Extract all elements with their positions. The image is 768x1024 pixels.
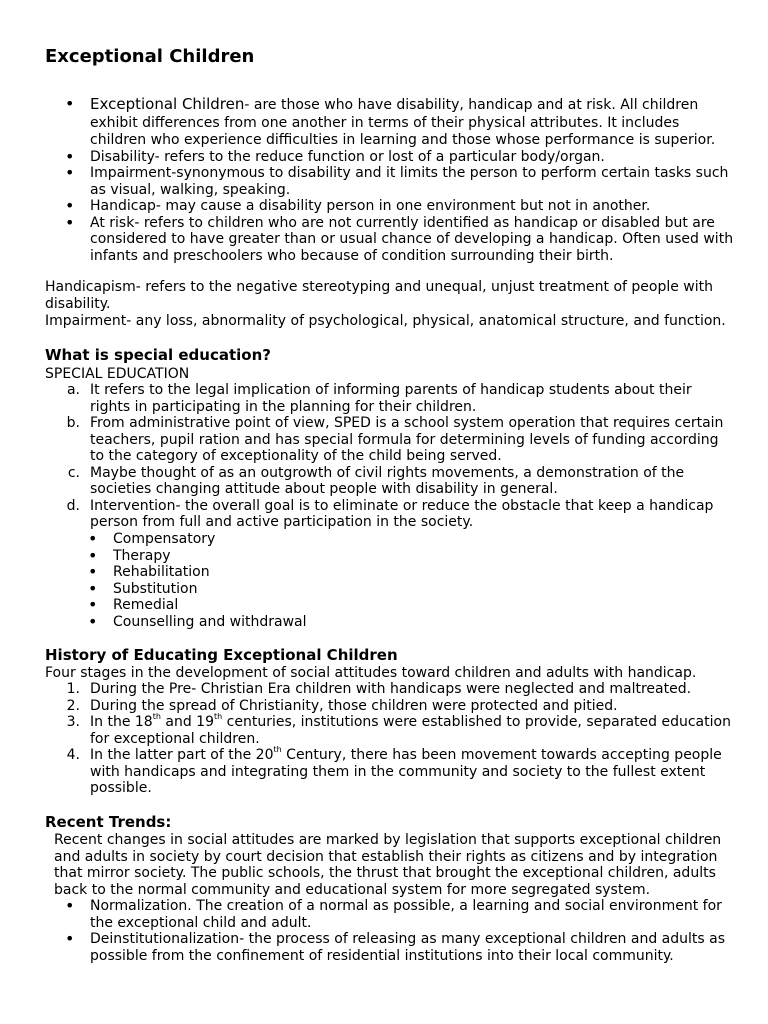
- list-item: b. From administrative point of view, SPED is a school system operation that requires certain teachers, pupil ration and has special formula for determining levels of funding according to the category of exceptionality of the child being served.: [66, 415, 724, 464]
- list-item: 3. In the 18th and 19th centuries, institutions were established to provide, separated education for exceptional children.: [66, 712, 731, 747]
- list-item: 4. In the latter part of the 20th Century, there has been movement towards accepting people with handicaps and integrating them in the community and society to the fullest extent possible.: [66, 745, 722, 796]
- list-item: c. Maybe thought of as an outgrowth of civil rights movements, a demonstration of the societies changing attitude about people with disability in general.: [67, 464, 685, 497]
- list-item: • Rehabilitation: [45, 564, 735, 581]
- recent-trends-paragraph: Recent changes in social attitudes are marked by legislation that supports exceptional children and adults in society by court decision that establish their rights as citizens and by integration that mirror society. The public schools, the thrust that brought the exceptional children, adults back to the normal community and educational system for more segregated system.: [54, 832, 722, 898]
- list-item: • Deinstitutionalization- the process of releasing as many exceptional children and adults as possible from the confinement of residential institutions into their local community.: [45, 931, 735, 964]
- intro-list: [45, 96, 735, 264]
- list-item: 1. During the Pre- Christian Era children with handicaps were neglected and maltreated.: [66, 681, 692, 697]
- handicapism-definition: Handicapism- refers to the negative stereotyping and unequal, unjust treatment of people with disability.: [45, 279, 713, 312]
- list-item: • Compensatory: [45, 531, 735, 548]
- list-item: • Exceptional Children- are those who have disability, handicap and at risk. All children exhibit differences from one another in terms of their physical attributes. It includes children who experience difficulties in learning and those whose performance is superior.: [45, 96, 735, 149]
- list-item: • Counselling and withdrawal: [45, 614, 735, 631]
- trends-list: [45, 898, 735, 964]
- history-intro: Four stages in the development of social attitudes toward children and adults with handicap.: [45, 665, 697, 681]
- intervention-list: [45, 531, 735, 630]
- history-heading: History of Educating Exceptional Children: [45, 646, 398, 664]
- recent-trends-heading: Recent Trends:: [45, 813, 172, 831]
- list-item: • Impairment-synonymous to disability and it limits the person to perform certain tasks such as visual, walking, speaking.: [45, 165, 735, 198]
- page-title: Exceptional Children: [45, 46, 255, 67]
- list-item: d. Intervention- the overall goal is to eliminate or reduce the obstacle that keep a handicap person from full and active participation in the society.: [66, 497, 714, 530]
- list-item: • Remedial: [45, 597, 735, 614]
- list-item: • Disability- refers to the reduce function or lost of a particular body/organ.: [45, 149, 735, 166]
- special-education-list: [45, 382, 735, 531]
- list-item: • Therapy: [45, 548, 735, 565]
- list-item: 2. During the spread of Christianity, those children were protected and pitied.: [66, 697, 618, 714]
- impairment-definition: Impairment- any loss, abnormality of psychological, physical, anatomical structure, and function.: [45, 313, 726, 329]
- special-education-subheading: SPECIAL EDUCATION: [45, 366, 190, 382]
- list-item: • Normalization. The creation of a normal as possible, a learning and social environment for the exceptional child and adult.: [45, 898, 735, 931]
- history-list: [45, 681, 735, 797]
- special-education-heading: What is special education?: [45, 346, 271, 364]
- list-item: • At risk- refers to children who are not currently identified as handicap or disabled but are considered to have greater than or usual chance of developing a handicap. Often used with infants and preschoolers who because of condition surrounding their birth.: [45, 215, 735, 265]
- list-item: a. It refers to the legal implication of informing parents of handicap students about their rights in participating in the planning for their children.: [66, 382, 692, 415]
- list-item: • Substitution: [45, 581, 735, 598]
- list-item: • Handicap- may cause a disability person in one environment but not in another.: [45, 198, 735, 215]
